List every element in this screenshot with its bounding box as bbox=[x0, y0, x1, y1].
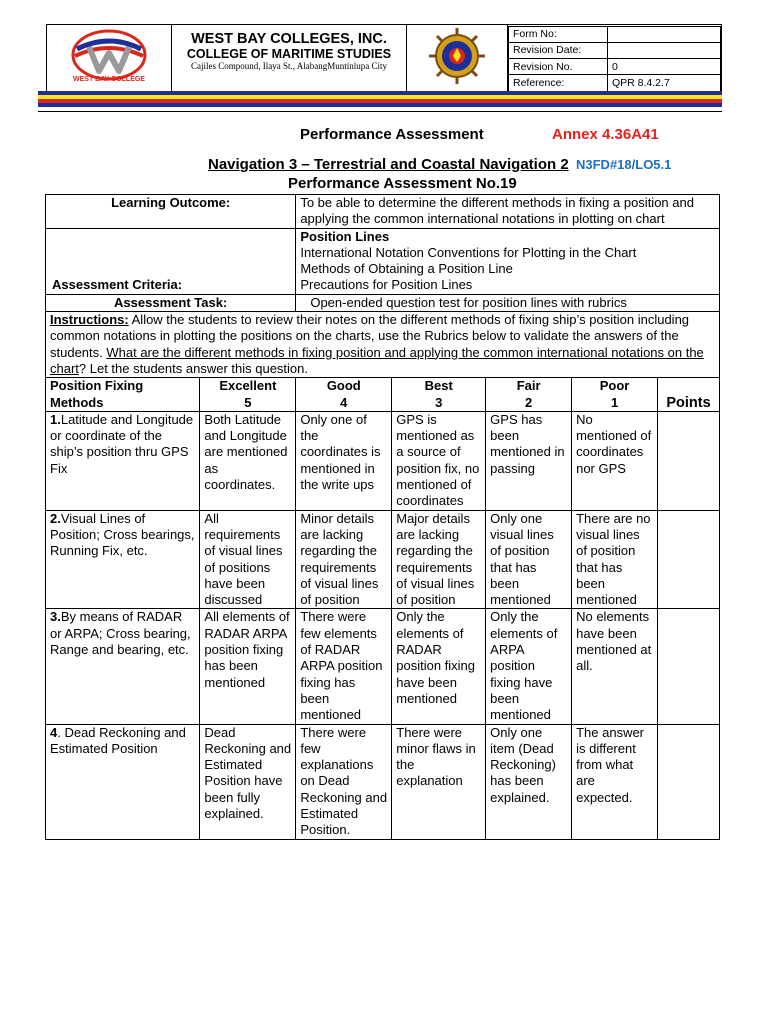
rubric-header-excellent: Excellent 5 bbox=[200, 378, 296, 412]
ship-wheel-seal-icon bbox=[422, 26, 492, 86]
rubric-points[interactable] bbox=[658, 510, 720, 609]
revision-no-value: 0 bbox=[608, 59, 721, 75]
form-info-table bbox=[508, 26, 721, 92]
maritime-seal-cell bbox=[407, 25, 508, 93]
assessment-number: Performance Assessment No.19 bbox=[288, 175, 517, 192]
rubric-row bbox=[46, 724, 720, 839]
revision-date-label: Revision Date: bbox=[509, 42, 608, 58]
revision-date-value bbox=[608, 42, 721, 58]
college-name: WEST BAY COLLEGES, INC. bbox=[191, 30, 387, 47]
assessment-title: Performance Assessment bbox=[300, 126, 484, 143]
west-bay-logo bbox=[63, 25, 155, 87]
rubric-points[interactable] bbox=[658, 724, 720, 839]
assessment-criteria-row bbox=[46, 228, 720, 294]
criteria-item: International Notation Conventions for Plotting in the Chart bbox=[300, 244, 637, 260]
learning-outcome-row bbox=[46, 195, 720, 229]
rubric-excellent: Both Latitude and Longitude are mentioned as coordinates. bbox=[200, 411, 296, 510]
rubric-fair: Only the elements of ARPA position fixing have been mentioned bbox=[486, 609, 572, 724]
rubric-poor: The answer is different from what are expected. bbox=[572, 724, 658, 839]
criteria-item: Precautions for Position Lines bbox=[300, 277, 473, 293]
course-title: Navigation 3 – Terrestrial and Coastal Navigation 2 bbox=[208, 156, 569, 173]
rubric-header-good: Good 4 bbox=[296, 378, 392, 412]
form-info-cell bbox=[508, 25, 722, 93]
rubric-points[interactable] bbox=[658, 411, 720, 510]
rubric-fair: Only one visual lines of position that has been mentioned bbox=[486, 510, 572, 609]
rubric-points[interactable] bbox=[658, 609, 720, 724]
college-title-cell bbox=[172, 25, 407, 93]
rubric-good: Only one of the coordinates is mentioned in the write ups bbox=[296, 411, 392, 510]
instructions-row bbox=[46, 312, 720, 378]
rubric-good: There were few elements of RADAR ARPA position fixing has been mentioned bbox=[296, 609, 392, 724]
assessment-criteria-label: Assessment Criteria: bbox=[46, 228, 296, 294]
header-rule bbox=[38, 106, 722, 112]
reference-label: Reference: bbox=[509, 75, 608, 91]
rubric-method: 3.By means of RADAR or ARPA; Cross bearing, Range and bearing, etc. bbox=[46, 609, 200, 724]
assessment-criteria-cell bbox=[296, 228, 720, 294]
instructions-label: Instructions: bbox=[50, 312, 129, 328]
criteria-item: Methods of Obtaining a Position Line bbox=[300, 261, 513, 277]
criteria-heading: Position Lines bbox=[300, 228, 390, 244]
annex-label: Annex 4.36A41 bbox=[552, 126, 659, 143]
rubric-header-points: Points bbox=[658, 378, 720, 412]
assessment-task-text: Open-ended question test for position lines with rubrics bbox=[296, 294, 720, 311]
rubric-excellent: All elements of RADAR ARPA position fixing has been mentioned bbox=[200, 609, 296, 724]
rubric-method: 4. Dead Reckoning and Estimated Position bbox=[46, 724, 200, 839]
rubric-poor: No elements have been mentioned at all. bbox=[572, 609, 658, 724]
rubric-header-best: Best 3 bbox=[392, 378, 486, 412]
rubric-poor: No mentioned of coordinates nor GPS bbox=[572, 411, 658, 510]
rubric-header-row bbox=[46, 378, 720, 412]
rubric-row bbox=[46, 411, 720, 510]
rubric-header-fair: Fair 2 bbox=[486, 378, 572, 412]
assessment-task-label: Assessment Task: bbox=[46, 294, 296, 311]
learning-outcome-label: Learning Outcome: bbox=[46, 195, 296, 229]
revision-no-label: Revision No. bbox=[509, 59, 608, 75]
rubric-best: There were minor flaws in the explanation bbox=[392, 724, 486, 839]
rubric-fair: Only one item (Dead Reckoning) has been explained. bbox=[486, 724, 572, 839]
college-address: Cajiles Compound, Ilaya St., AlabangMuntinlupa City bbox=[191, 60, 387, 71]
college-department: COLLEGE OF MARITIME STUDIES bbox=[186, 46, 392, 61]
rubric-good: Minor details are lacking regarding the requirements of visual lines of position bbox=[296, 510, 392, 609]
rubric-method: 1.Latitude and Longitude or coordinate of the ship’s position thru GPS Fix bbox=[46, 411, 200, 510]
rubric-excellent: All requirements of visual lines of positions have been discussed bbox=[200, 510, 296, 609]
learning-outcome-text: To be able to determine the different methods in fixing a position and applying the common international notations in plotting on chart bbox=[296, 195, 720, 229]
rubric-header-method: Position Fixing Methods bbox=[46, 378, 200, 412]
rubric-good: There were few explanations on Dead Reckoning and Estimated Position. bbox=[296, 724, 392, 839]
course-code: N3FD#18/LO5.1 bbox=[576, 157, 672, 172]
form-no-value bbox=[608, 26, 721, 42]
instructions-cell bbox=[46, 312, 720, 378]
rubric-best: GPS is mentioned as a source of position fix, no mentioned of coordinates bbox=[392, 411, 486, 510]
rubric-poor: There are no visual lines of position that has been mentioned bbox=[572, 510, 658, 609]
assessment-table bbox=[45, 194, 720, 840]
rubric-fair: GPS has been mentioned in passing bbox=[486, 411, 572, 510]
assessment-task-row bbox=[46, 294, 720, 311]
form-no-label: Form No: bbox=[509, 26, 608, 42]
logo-caption: WEST BAY COLLEGE bbox=[73, 76, 145, 83]
rubric-method: 2.Visual Lines of Position; Cross bearings, Running Fix, etc. bbox=[46, 510, 200, 609]
rubric-best: Only the elements of RADAR position fixing have been mentioned bbox=[392, 609, 486, 724]
rubric-header-poor: Poor 1 bbox=[572, 378, 658, 412]
rubric-excellent: Dead Reckoning and Estimated Position have been fully explained. bbox=[200, 724, 296, 839]
college-logo-cell bbox=[47, 25, 172, 93]
rubric-best: Major details are lacking regarding the requirements of visual lines of position bbox=[392, 510, 486, 609]
reference-value: QPR 8.4.2.7 bbox=[608, 75, 721, 91]
document-header bbox=[46, 24, 722, 93]
instructions-text-end: ? Let the students answer this question. bbox=[78, 360, 308, 376]
instructions-text: Allow the students to review their notes on the different methods of fixing ship’s position including common notations in plotting the positions on the charts, use the Rubrics below to validate the answers of the students. bbox=[50, 312, 690, 360]
rubric-row bbox=[46, 609, 720, 724]
rubric-row bbox=[46, 510, 720, 609]
instructions-question: What are the different methods in fixing position and applying the common international notations on the chart bbox=[50, 344, 704, 376]
